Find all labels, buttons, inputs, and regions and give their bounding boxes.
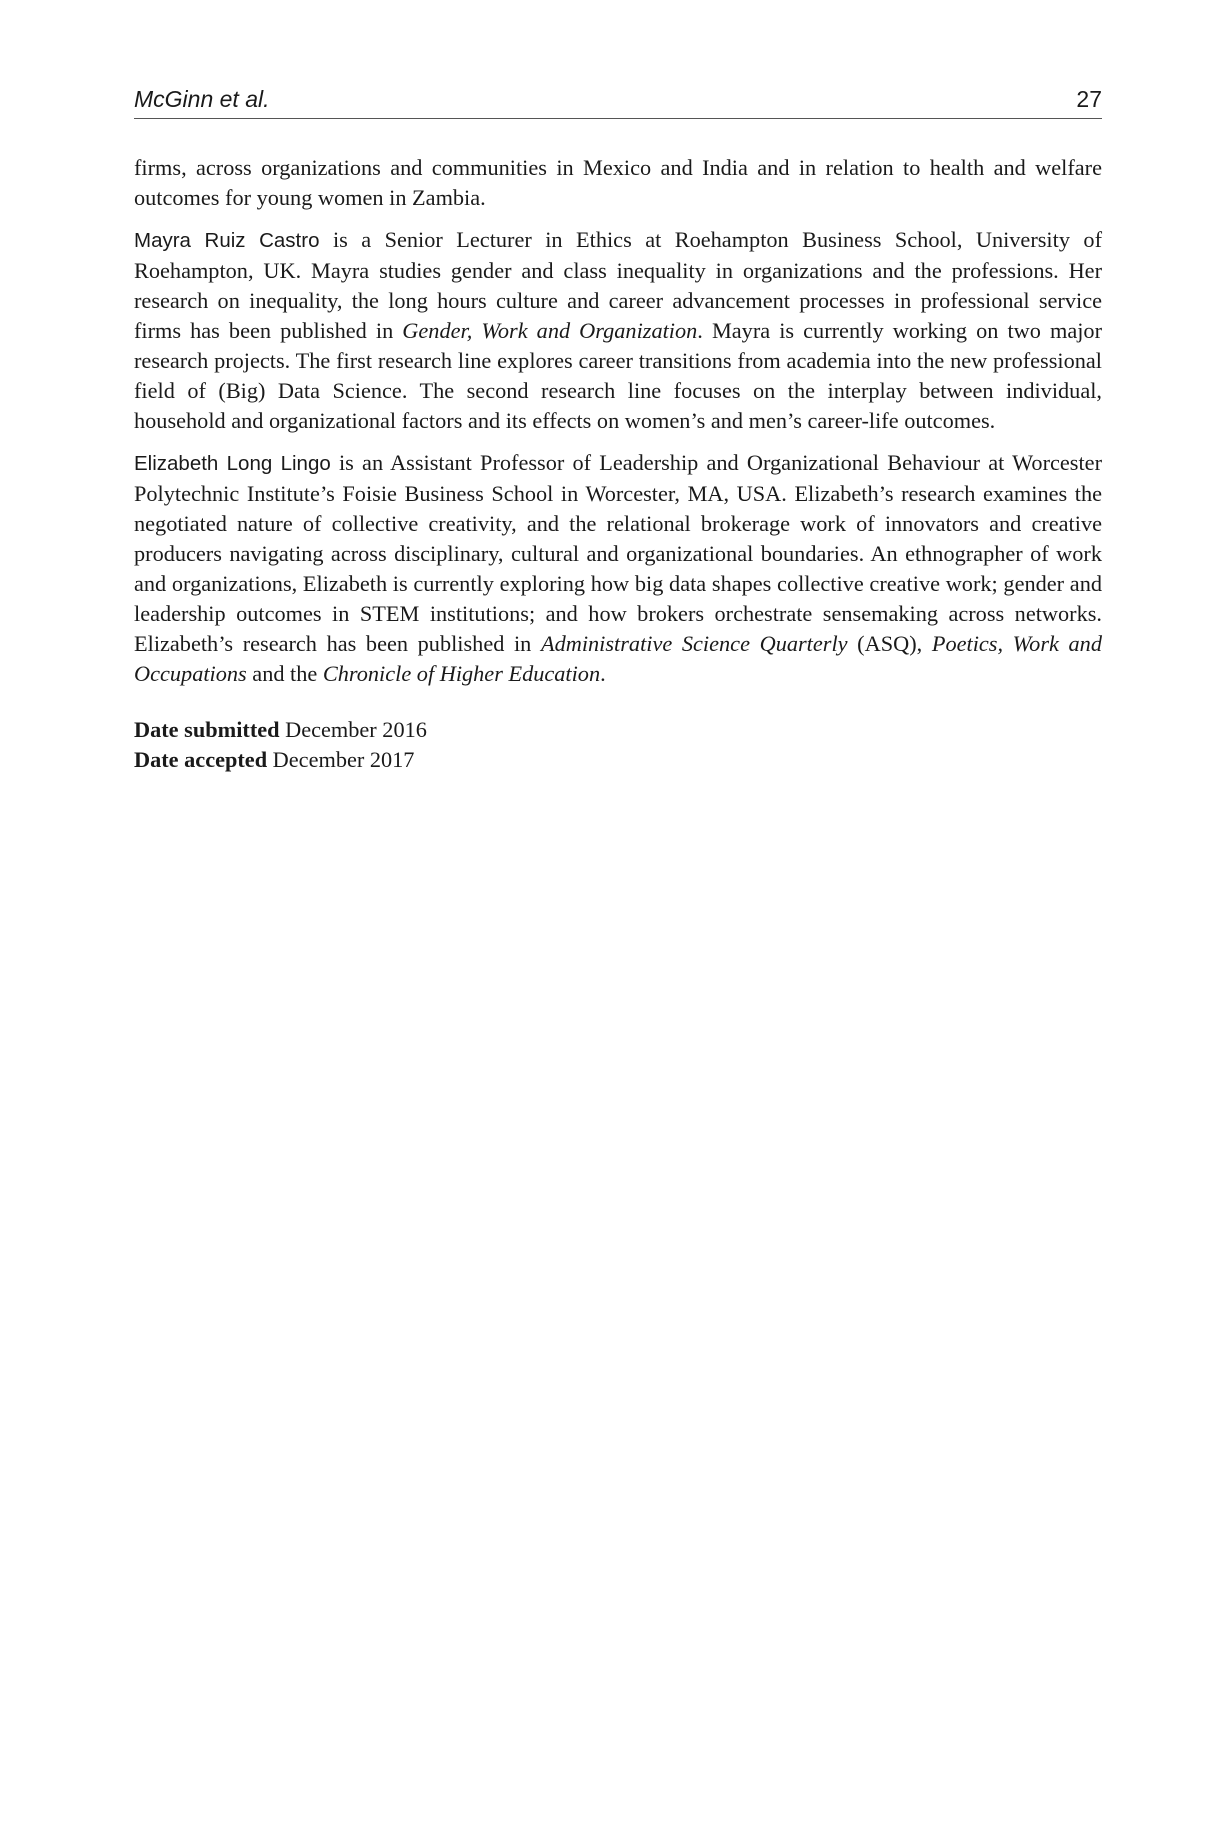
date-accepted xyxy=(134,745,1102,775)
date-accepted-value: December 2017 xyxy=(267,747,415,773)
page-number: 27 xyxy=(1076,86,1102,112)
bio-name: Mayra Ruiz Castro xyxy=(134,229,320,253)
running-header xyxy=(134,86,1102,119)
bio-text: is a Senior Lecturer in Ethics at Roehampton Business School, University of Roehampton, UK. Mayra studies gender and class inequality in organizations and the professions. Her research on inequality, the long hours culture and career advancement processes in professional service firms has been published in xyxy=(134,227,1102,344)
journal-title: Administrative Science Quarterly xyxy=(540,631,848,657)
bio-text: . Mayra is currently working on two major research projects. The first research line explores career transitions from academia into the new professional field of (Big) Data Science. The second research line focuses on the interplay between individual, household and organizational factors and its effects on women’s and men’s career-life outcomes. xyxy=(134,318,1102,434)
date-submitted xyxy=(134,715,1102,745)
date-submitted-label: Date submitted xyxy=(134,717,280,743)
paragraph-continuation: firms, across organizations and communities in Mexico and India and in relation to health and welfare outcomes for young women in Zambia. xyxy=(134,155,1102,211)
bio-name: Elizabeth Long Lingo xyxy=(134,452,331,476)
date-submitted-value: December 2016 xyxy=(279,717,427,743)
journal-title: Chronicle of Higher Education xyxy=(322,661,601,687)
bio-mayra-ruiz-castro xyxy=(134,225,1102,436)
body-text xyxy=(134,153,1102,689)
journal-title: Poetics, Work and Occupations xyxy=(134,631,1102,687)
page xyxy=(134,86,1102,775)
journal-title: Gender, Work and Organization xyxy=(402,318,698,344)
submission-dates xyxy=(134,715,1102,775)
bio-text: and the xyxy=(246,661,323,687)
bio-text: . xyxy=(600,661,606,687)
bio-text: is an Assistant Professor of Leadership and Organizational Behaviour at Worcester Polytechnic Institute’s Foisie Business School in Worcester, MA, USA. Elizabeth’s research examines the negotiated nature of collective creativity, and the relational brokerage work of innovators and creative producers navigating across disciplinary, cultural and organizational boundaries. An ethnographer of work and organizations, Elizabeth is currently exploring how big data shapes collective creative work; gender and leadership outcomes in STEM institutions; and how brokers orchestrate sensemaking across networks. Elizabeth’s research has been published in xyxy=(134,450,1102,657)
running-head-authors: McGinn et al. xyxy=(134,86,270,112)
date-accepted-label: Date accepted xyxy=(134,747,268,773)
bio-elizabeth-long-lingo xyxy=(134,448,1102,689)
bio-text: (ASQ), xyxy=(847,631,932,657)
